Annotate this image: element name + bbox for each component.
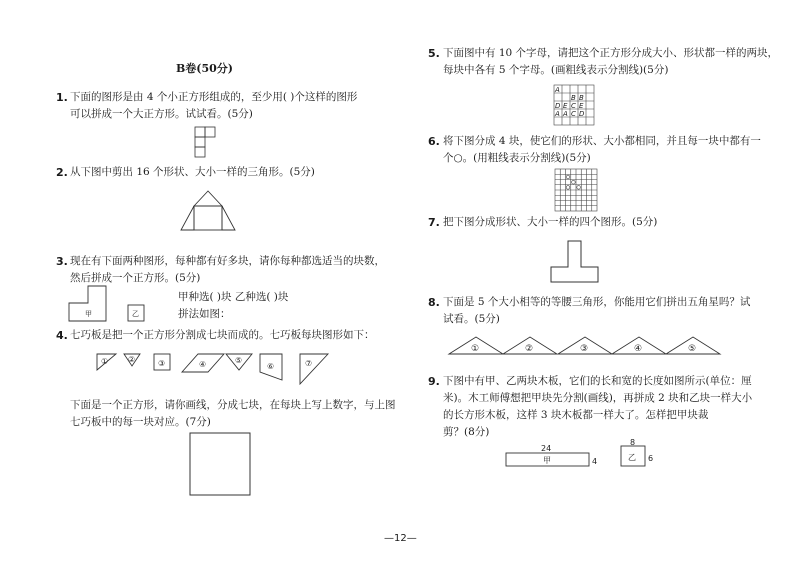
q5-text-line2: 每块中各有 5 个字母。(画粗线表示分割线)(5分) [443, 64, 669, 76]
svg-text:②: ② [128, 355, 136, 364]
q9-text-line4: 剪？(8分) [443, 426, 490, 438]
svg-text:D: D [579, 110, 585, 118]
q3-shapes [68, 285, 158, 325]
q5-letter-grid[interactable] [553, 84, 595, 126]
svg-text:⑤: ⑤ [235, 356, 243, 365]
q4-number: 4. [56, 329, 68, 342]
q1-text-line2: 可以拼成一个大正方形。试试看。(5分) [70, 108, 253, 120]
board-jia-label: 甲 [543, 456, 551, 465]
svg-text:⑦: ⑦ [305, 359, 313, 368]
svg-text:E: E [563, 102, 568, 110]
q9-text-line2: 米)。木工师傅想把甲块先分割(画线)，再拼成 2 块和乙块一样大小 [443, 392, 753, 404]
q6-text-line1: 将下图分成 4 块，使它们的形状、大小都相同，并且每一块中都有一 [443, 135, 761, 147]
q8-text-line2: 试看。(5分) [443, 313, 500, 325]
q9-text-line3: 的长方形木板，这样 3 块木板都一样大了。怎样把甲块裁 [443, 409, 709, 421]
shape-b-label: 乙 [132, 310, 139, 318]
q5-text-line1: 下面图中有 10 个字母，请把这个正方形分成大小、形状都一样的两块， [443, 47, 779, 59]
svg-text:①: ① [471, 344, 480, 354]
q6-circle-grid[interactable] [554, 168, 600, 214]
svg-text:①: ① [101, 357, 109, 366]
board-jia-width: 4 [592, 457, 598, 466]
q1-text-line1: 下面的图形是由 4 个小正方形组成的，至少用( )个这样的图形 [70, 91, 358, 103]
q4-text-line1: 七巧板是把一个正方形分割成七块而成的。七巧板每块图形如下： [70, 329, 375, 341]
board-yi-width: 6 [648, 454, 654, 463]
q7-text-line1: 把下图分成形状、大小一样的四个图形。(5分) [443, 216, 658, 228]
shape-a-label: 甲 [85, 310, 92, 318]
page-number: —12— [384, 533, 417, 544]
svg-text:B: B [571, 94, 576, 102]
q7-t-shape[interactable] [550, 240, 600, 284]
svg-text:②: ② [525, 344, 534, 354]
q5-number: 5. [428, 47, 440, 60]
q8-number: 8. [428, 296, 440, 309]
q7-number: 7. [428, 216, 440, 229]
q4-square-canvas[interactable] [189, 432, 251, 496]
q8-text-line1: 下面是 5 个大小相等的等腰三角形，你能用它们拼出五角星吗？试 [443, 296, 751, 308]
section-title: B卷(50分) [176, 62, 234, 75]
q3-text-line2: 然后拼成一个正方形。(5分) [70, 272, 201, 284]
q3-number: 3. [56, 255, 68, 268]
svg-text:⑤: ⑤ [688, 344, 697, 354]
board-yi-length: 8 [630, 438, 636, 447]
svg-text:⑥: ⑥ [267, 362, 275, 371]
q2-text-line1: 从下图中剪出 16 个形状、大小一样的三角形。(5分) [70, 166, 315, 178]
q3-fill-line: 甲种选( )块 乙种选( )块 [178, 291, 289, 303]
svg-text:C: C [571, 110, 576, 118]
q1-tetromino-figure [194, 126, 216, 158]
svg-text:D: D [555, 102, 561, 110]
q9-text-line1: 下图中有甲、乙两块木板，它们的长和宽的长度如图所示(单位：厘 [443, 375, 752, 387]
svg-text:C: C [571, 102, 576, 110]
tangram-pieces [96, 352, 336, 386]
q8-triangles [448, 335, 724, 357]
svg-text:④: ④ [199, 360, 207, 369]
svg-text:A: A [555, 110, 560, 118]
q6-text-line2: 个○。(用粗线表示分割线)(5分) [443, 152, 591, 164]
q9-boards [505, 440, 665, 470]
svg-text:A: A [555, 86, 560, 94]
svg-text:B: B [579, 94, 584, 102]
board-yi-label: 乙 [628, 453, 636, 462]
q3-text-line1: 现在有下面两种图形，每种都有好多块，请你每种都选适当的块数， [70, 255, 385, 267]
svg-text:③: ③ [580, 344, 589, 354]
q3-fill-line2: 拼法如图： [178, 308, 231, 320]
svg-text:④: ④ [634, 344, 643, 354]
q2-house-figure [180, 190, 236, 242]
svg-text:③: ③ [158, 359, 166, 368]
svg-text:E: E [579, 102, 584, 110]
q2-number: 2. [56, 166, 68, 179]
q4-text-line2: 下面是一个正方形，请你画线，分成七块，在每块上写上数字，与上图 [70, 399, 396, 411]
q1-number: 1. [56, 91, 68, 104]
board-jia-length: 24 [541, 444, 552, 453]
q9-number: 9. [428, 375, 440, 388]
svg-text:A: A [563, 110, 568, 118]
q6-number: 6. [428, 135, 440, 148]
q4-text-line3: 七巧板中的每一块对应。(7分) [70, 416, 211, 428]
